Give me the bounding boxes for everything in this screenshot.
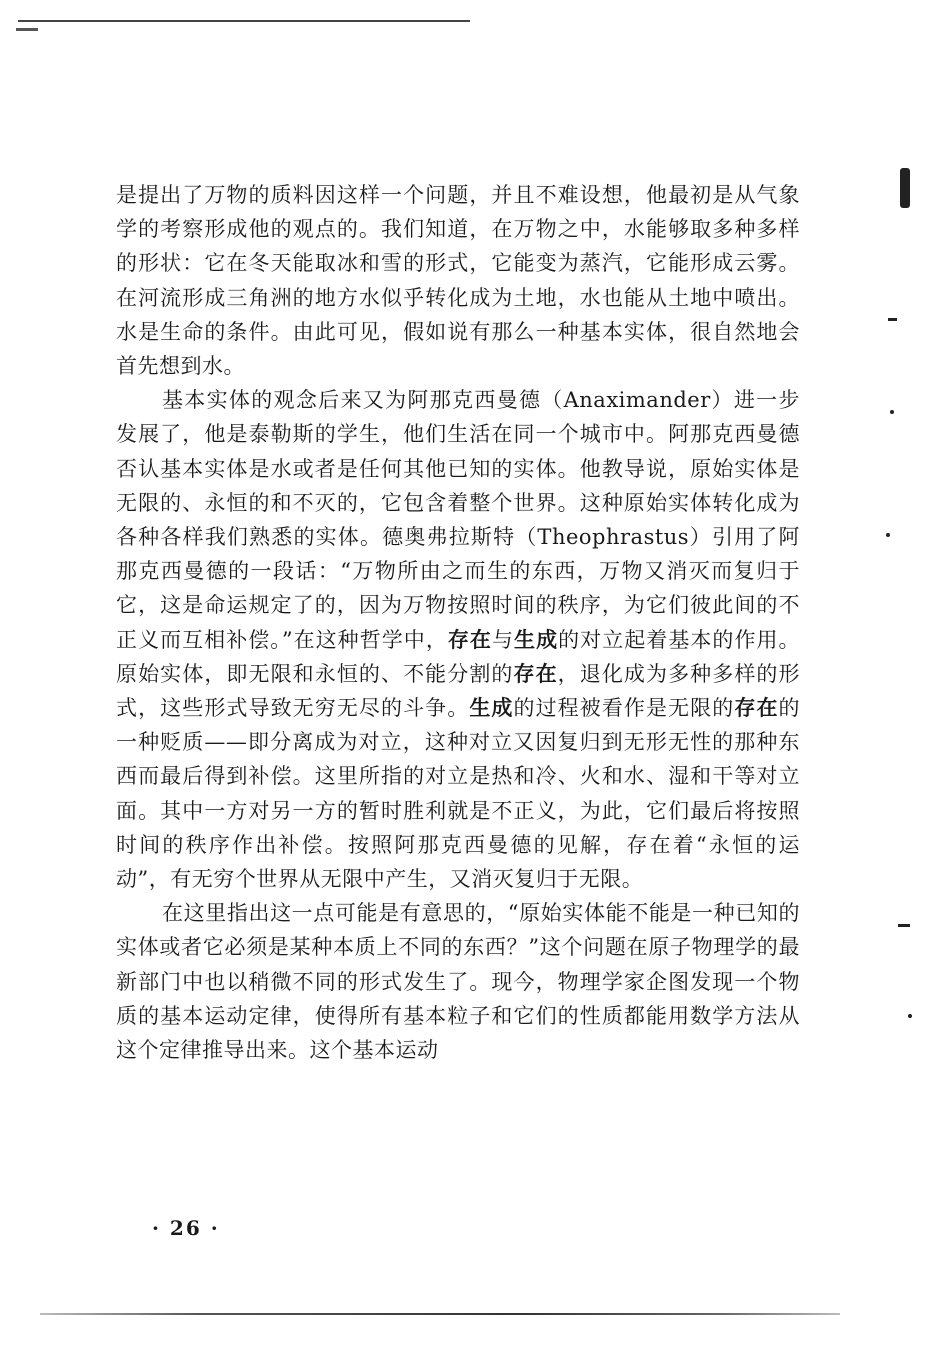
- scan-border-bottom: [40, 1313, 840, 1315]
- page-body: [116, 178, 800, 1067]
- text-run: 基本实体的观念后来又为阿那克西曼德（Anaximander）进一步发展了，他是泰勒斯的学生，他们生活在同一个城市中。阿那克西曼德否认基本实体是水或者是任何其他已知的实体。他教导说，原始实体是无限的、永恒的和不灭的，它包含着整个世界。这种原始实体转化成为各种各样我们熟悉的实体。德奥弗拉斯特（Theophrastus）引用了阿那克西曼德的一段话：“万物所由之而生的东西，万物又消灭而复归于它，这是命运规定了的，因为万物按照时间的秩序，为它们彼此间的不正义而互相补偿。”在这种哲学中，: [116, 388, 800, 652]
- text-run: ，退化成为多种多样的形式，这些形式导致无穷无尽的斗争。: [116, 661, 801, 721]
- scan-border-top: [18, 20, 470, 22]
- page-number: · 26 ·: [152, 1216, 220, 1240]
- scan-speck: [888, 318, 897, 321]
- text-run: 与: [491, 627, 515, 652]
- text-run: 的一种贬质——即分离成为对立，这种对立又因复归到无形无性的那种东西而最后得到补偿。这里所指的对立是热和冷、火和水、湿和干等对立面。其中一方对另一方的暂时胜利就是不正义，为此，它们最后将按照时间的秩序作出补偿。按照阿那克西曼德的见解，存在着“永恒的运动”，有无穷个世界从无限中产生，又消灭复归于无限。: [116, 696, 801, 892]
- emphasis-term: 存在: [513, 660, 558, 686]
- scan-speck: [890, 410, 894, 414]
- body-paragraph: [116, 383, 800, 896]
- emphasis-term: 生成: [514, 626, 559, 652]
- scan-speck: [908, 1014, 912, 1018]
- scan-mark: [16, 28, 38, 31]
- text-run: 的过程被看作是无限的: [513, 696, 735, 721]
- text-run: 是提出了万物的质料因这样一个问题，并且不难设想，他最初是从气象学的考察形成他的观点的。我们知道，在万物之中，水能够取多种多样的形状：它在冬天能取冰和雪的形式，它能变为蒸汽，它能形成云雾。在河流形成三角洲的地方水似乎转化成为土地，水也能从土地中喷出。水是生命的条件。由此可见，假如说有那么一种基本实体，很自然地会首先想到水。: [116, 183, 800, 379]
- emphasis-term: 生成: [469, 695, 514, 721]
- text-run: 的对立起着基本的作用。原始实体，即无限和永恒的、不能分割的: [116, 627, 801, 686]
- scan-speck: [898, 924, 910, 927]
- binding-mark: [900, 168, 910, 208]
- emphasis-term: 存在: [447, 626, 492, 652]
- emphasis-term: 存在: [734, 695, 779, 721]
- body-paragraph: [116, 896, 800, 1067]
- body-paragraph: [116, 178, 800, 383]
- text-run: 在这里指出这一点可能是有意思的，“原始实体能不能是一种已知的实体或者它必须是某种本质上不同的东西？”这个问题在原子物理学的最新部门中也以稍微不同的形式发生了。现今，物理学家企图发现一个物质的基本运动定律，使得所有基本粒子和它们的性质都能用数学方法从这个定律推导出来。这个基本运动: [116, 901, 800, 1063]
- scan-speck: [886, 533, 890, 537]
